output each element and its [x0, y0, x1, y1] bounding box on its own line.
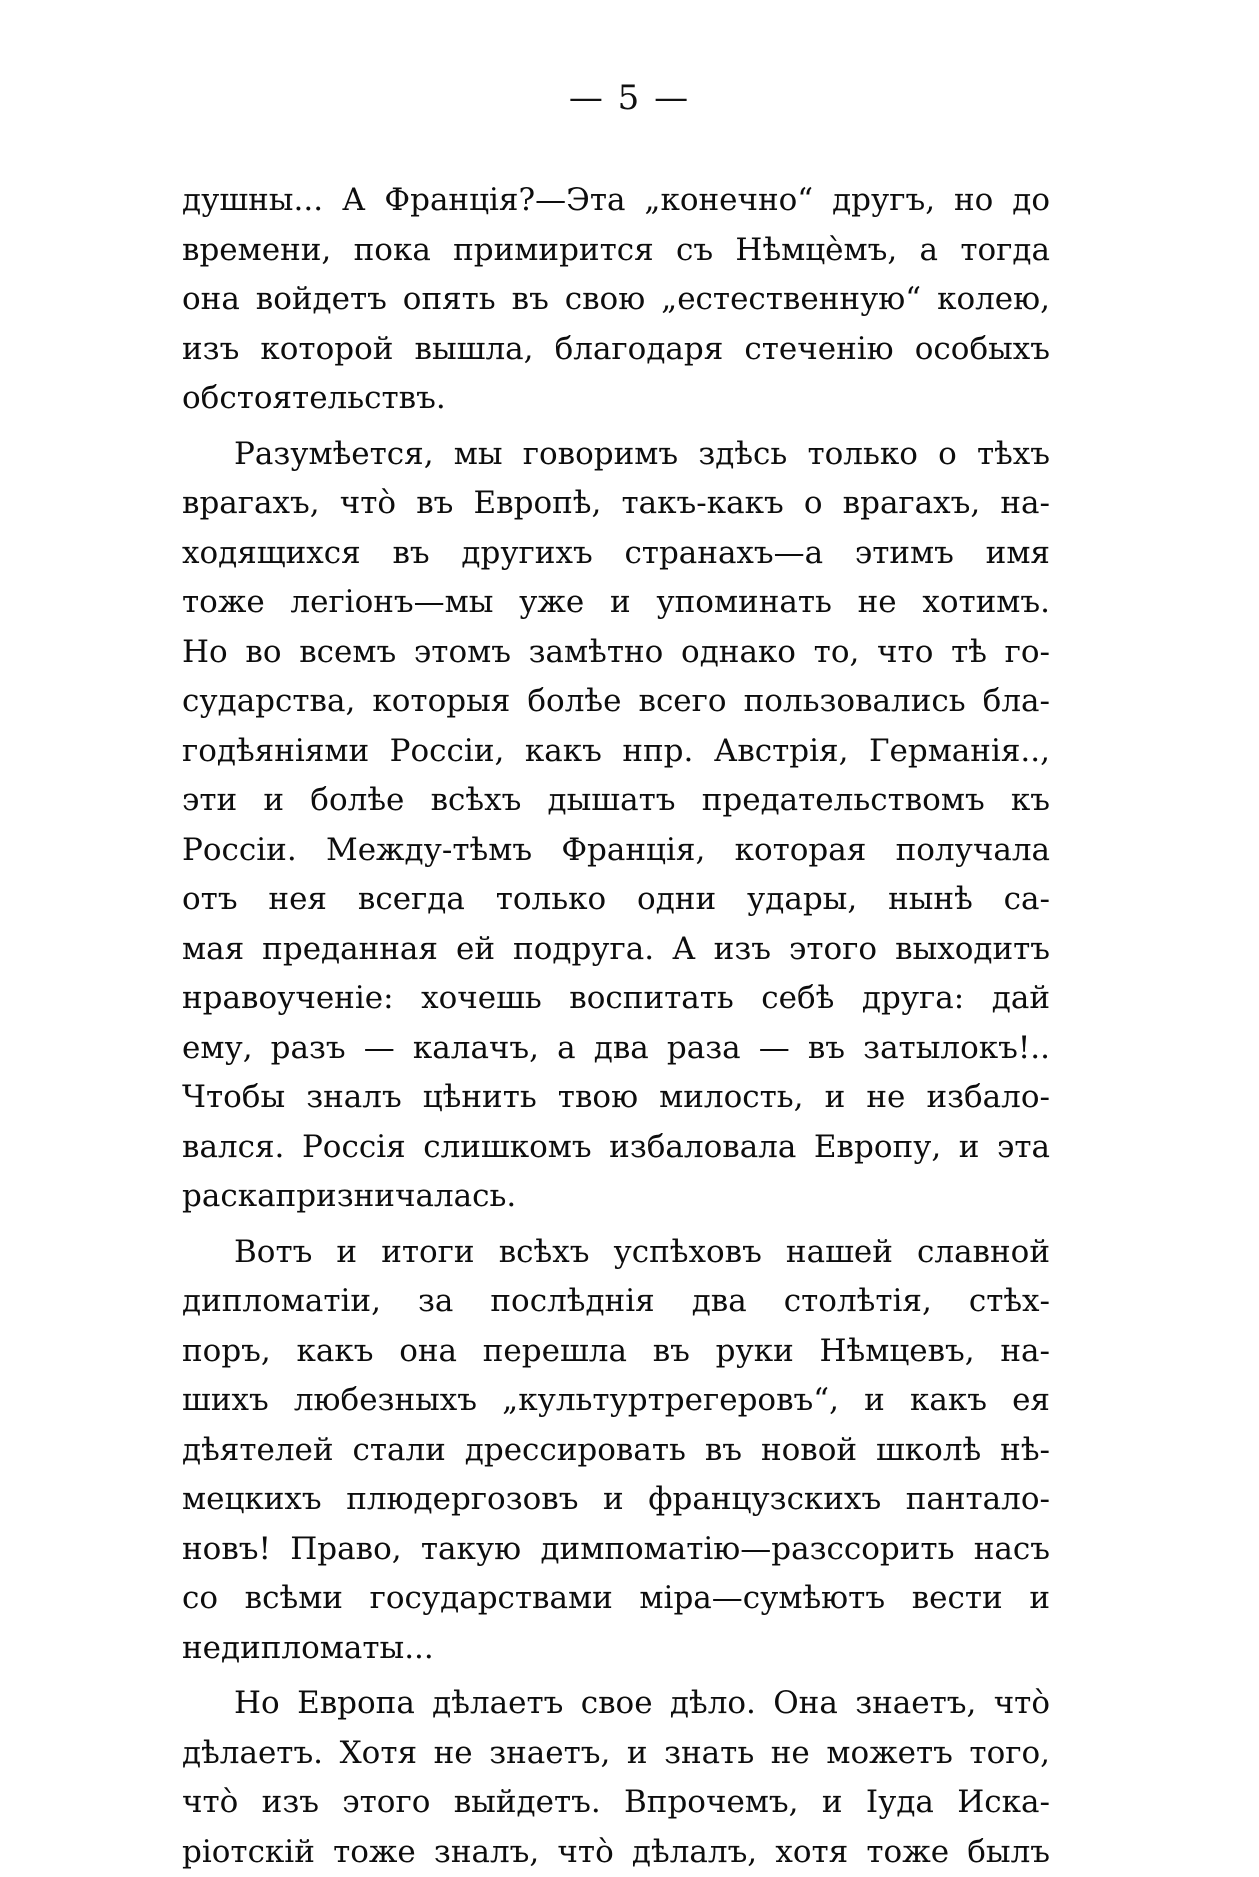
text-line: времени, пока примирится съ Нѣмцѐмъ, а тогда	[182, 226, 1050, 276]
paragraph	[182, 1228, 1050, 1674]
text-line: ходящихся въ другихъ странахъ—а этимъ имя	[182, 529, 1050, 579]
paragraph	[182, 1679, 1050, 1877]
text-line: поръ, какъ она перешла въ руки Нѣмцевъ, на-	[182, 1327, 1050, 1377]
text-line: что̀ изъ этого выйдетъ. Впрочемъ, и Іуда Иска-	[182, 1778, 1050, 1828]
text-line: мая преданная ей подруга. А изъ этого выходитъ	[182, 925, 1050, 975]
text-line: ему, разъ — калачъ, а два раза — въ затылокъ!..	[182, 1024, 1050, 1074]
paragraph	[182, 430, 1050, 1222]
text-line: дѣятелей стали дрессировать въ новой школѣ нѣ-	[182, 1426, 1050, 1476]
text-line: врагахъ, что̀ въ Европѣ, такъ-какъ о врагахъ, на-	[182, 479, 1050, 529]
text-line: ріотскій тоже зналъ, что̀ дѣлалъ, хотя тоже былъ	[182, 1828, 1050, 1877]
body-text	[182, 176, 1050, 1877]
text-line: Но во всемъ этомъ замѣтно однако то, что тѣ го-	[182, 628, 1050, 678]
text-line: дипломатіи, за послѣднія два столѣтія, стѣх-	[182, 1277, 1050, 1327]
paragraph	[182, 176, 1050, 424]
text-line: Россіи. Между-тѣмъ Франція, которая получала	[182, 826, 1050, 876]
text-line: тоже легіонъ—мы уже и упоминать не хотимъ.	[182, 578, 1050, 628]
text-line: изъ которой вышла, благодаря стеченію особыхъ	[182, 325, 1050, 375]
text-line: Разумѣется, мы говоримъ здѣсь только о тѣхъ	[182, 430, 1050, 480]
text-line: недипломаты...	[182, 1624, 1050, 1674]
text-line: годѣяніями Россіи, какъ нпр. Австрія, Германія..,	[182, 727, 1050, 777]
text-line: эти и болѣе всѣхъ дышатъ предательствомъ къ	[182, 776, 1050, 826]
text-line: Вотъ и итоги всѣхъ успѣховъ нашей славной	[182, 1228, 1050, 1278]
text-line: шихъ любезныхъ „культуртрегеровъ“, и какъ ея	[182, 1376, 1050, 1426]
text-line: новъ! Право, такую димпоматію—разссорить насъ	[182, 1525, 1050, 1575]
text-line: Чтобы зналъ цѣнить твою милость, и не избало-	[182, 1073, 1050, 1123]
text-line: душны... А Франція?—Эта „конечно“ другъ, но до	[182, 176, 1050, 226]
text-line: раскапризничалась.	[182, 1172, 1050, 1222]
text-line: Но Европа дѣлаетъ свое дѣло. Она знаетъ, что̀	[182, 1679, 1050, 1729]
text-line: нравоученіе: хочешь воспитать себѣ друга: дай	[182, 974, 1050, 1024]
text-line: мецкихъ плюдергозовъ и французскихъ панталo-	[182, 1475, 1050, 1525]
text-line: обстоятельствъ.	[182, 374, 1050, 424]
text-line: она войдетъ опять въ свою „естественную“ колею,	[182, 275, 1050, 325]
page-number: — 5 —	[0, 78, 1259, 118]
text-line: со всѣми государствами міра—сумѣютъ вести и	[182, 1574, 1050, 1624]
text-line: дѣлаетъ. Хотя не знаетъ, и знать не можетъ того,	[182, 1729, 1050, 1779]
text-line: сударства, которыя болѣе всего пользовались бла-	[182, 677, 1050, 727]
text-line: вался. Россія слишкомъ избаловала Европу, и эта	[182, 1123, 1050, 1173]
text-line: отъ нея всегда только одни удары, нынѣ са-	[182, 875, 1050, 925]
